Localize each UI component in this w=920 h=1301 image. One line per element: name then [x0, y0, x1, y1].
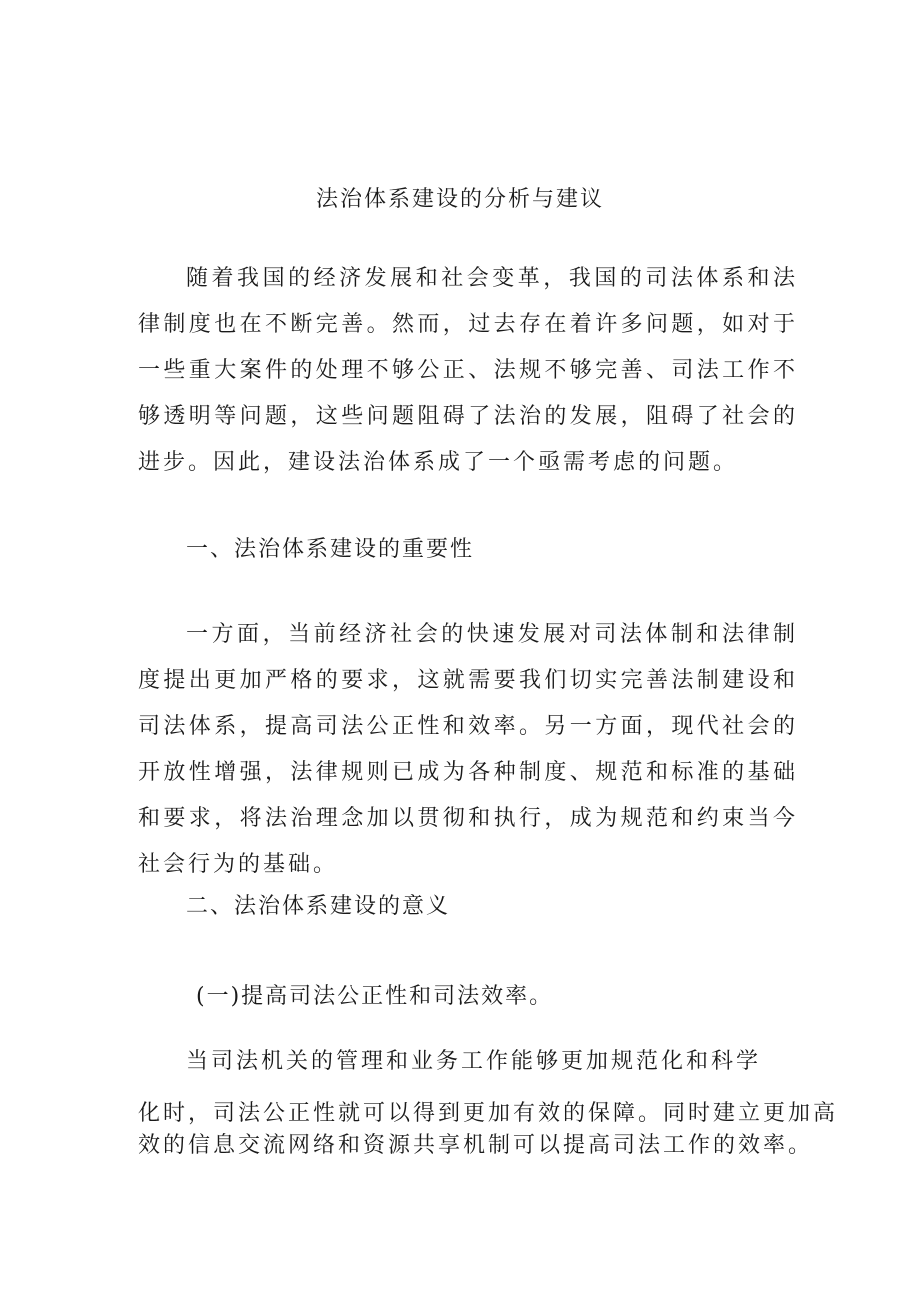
- subsection-1-heading: (一)提高司法公正性和司法效率。: [196, 984, 554, 1009]
- subsection-1-line-2: 化时，司法公正性就可以得到更加有效的保障。同时建立更加高: [138, 1101, 839, 1126]
- subsection-1-line-3: 效的信息交流网络和资源共享机制可以提高司法工作的效率。: [138, 1133, 814, 1158]
- document-title: 法治体系建设的分析与建议: [315, 187, 604, 212]
- section-1-heading: 一、法治体系建设的重要性: [186, 537, 475, 562]
- section-2-heading: 二、法治体系建设的意义: [186, 894, 451, 919]
- section-1-paragraph: 一方面，当前经济社会的快速发展对司法体制和法律制度提出更加严格的要求，这就需要我们切实完善法制建设和司法体系，提高司法公正性和效率。另一方面，现代社会的开放性增强，法律规则已成为各种制度、规范和标准的基础和要求，将法治理念加以贯彻和执行，成为规范和约束当今社会行为的基础。: [138, 622, 798, 877]
- intro-paragraph: 随着我国的经济发展和社会变革，我国的司法体系和法律制度也在不断完善。然而，过去存在着许多问题，如对于一些重大案件的处理不够公正、法规不够完善、司法工作不够透明等问题，这些问题阻碍了法治的发展，阻碍了社会的进步。因此，建设法治体系成了一个亟需考虑的问题。: [138, 266, 798, 475]
- subsection-1-line-1: 当司法机关的管理和业务工作能够更加规范化和科学: [186, 1049, 762, 1074]
